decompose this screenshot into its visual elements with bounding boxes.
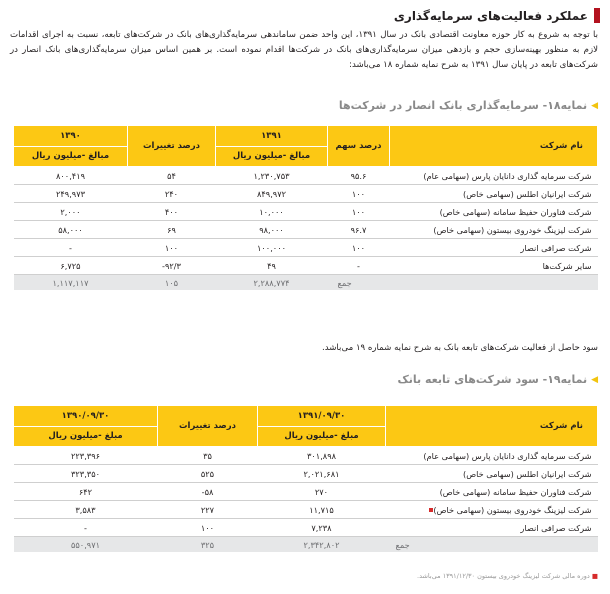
change-percent: ۴۰۰: [128, 203, 216, 221]
change-percent: ۵۸-: [158, 483, 258, 501]
amount-1391: ۱,۲۳۰,۷۵۳: [216, 167, 328, 185]
amount-1390: ۳,۵۸۳: [14, 501, 158, 519]
change-percent: ۹۲/۳-: [128, 257, 216, 275]
amount-1390: -: [14, 239, 128, 257]
table2-caption-text: نمایه۱۹- سود شرکت‌های تابعه بانک: [397, 373, 588, 386]
company-name: شرکت صرافی انصار: [390, 239, 598, 257]
change-percent: ۵۲۵: [158, 465, 258, 483]
total-change-percent: ۱۰۵: [128, 275, 216, 291]
total-label: جمع: [386, 537, 598, 553]
table1-caption-text: نمایه۱۸- سرمایه‌گذاری بانک انصار در شرکت‌ها: [338, 99, 588, 112]
table-row: [14, 501, 598, 519]
amount-1390: ۸۰۰,۴۱۹: [14, 167, 128, 185]
total-label: جمع: [328, 275, 598, 291]
amount-1390: ۶۴۲: [14, 483, 158, 501]
amount-1391: ۴۹: [216, 257, 328, 275]
table-row: [14, 185, 598, 203]
company-name: شرکت فناوران حفیظ سامانه (سهامی خاص): [390, 203, 598, 221]
total-row: [14, 537, 598, 553]
header-change-percent: درصد تغییرات: [128, 126, 216, 167]
amount-1391: ۱۰,۰۰۰: [216, 203, 328, 221]
amount-1391: ۱۱,۷۱۵: [258, 501, 386, 519]
share-percent: ۱۰۰: [328, 239, 390, 257]
company-name: شرکت سرمایه گذاری دانایان پارس (سهامی عام): [386, 447, 598, 465]
footnote-text: دوره مالی شرکت لیزینگ خودروی بیستون ۱۳۹۱/۱۲/۳۰ می‌باشد.: [417, 572, 590, 580]
total-amount-1391: ۲,۲۸۸,۷۷۴: [216, 275, 328, 291]
intro-paragraph: با توجه به شروع به کار حوزه معاونت اقتصادی بانک در سال ۱۳۹۱، این واحد ضمن ساماندهی سرمایه‌گذاری‌های بانک در شرکت‌های تابعه، نسبت به اجرای اقدامات لازم به منظور بهینه‌سازی حجم و بازدهی میزان سرمایه‌گذاری‌های بانک در شرکت‌ها اقدام نموده است. بر همین اساس میزان سرمایه‌گذاری‌های بانک انصار در شرکت‌های تابعه در پایان سال ۱۳۹۱ به شرح نمایه شماره ۱۸ می‌باشد:: [10, 30, 598, 70]
total-amount-1390: ۵۵۰,۹۷۱: [14, 537, 158, 553]
change-percent: ۵۴: [128, 167, 216, 185]
table-row: [14, 221, 598, 239]
company-name: شرکت ایرانیان اطلس (سهامی خاص): [390, 185, 598, 203]
header-year-1391: ۱۳۹۱: [216, 126, 328, 147]
company-name: شرکت ایرانیان اطلس (سهامی خاص): [386, 465, 598, 483]
change-percent: ۳۵: [158, 447, 258, 465]
header-share-percent: درصد سهم: [328, 126, 390, 167]
share-percent: ۹۶.۷: [328, 221, 390, 239]
header-change-percent: درصد تغییرات: [158, 406, 258, 447]
header-amount-1391: مبلغ -میلیون ریال: [258, 426, 386, 447]
caption-arrow-icon: ◀: [591, 374, 598, 385]
total-change-percent: ۳۲۵: [158, 537, 258, 553]
profit-paragraph: سود حاصل از فعالیت شرکت‌های تابعه بانک به شرح نمایه شماره ۱۹ می‌باشد.: [321, 343, 598, 353]
share-percent: ۱۰۰: [328, 203, 390, 221]
header-amount-1390: مبلغ -میلیون ریال: [14, 426, 158, 447]
change-percent: ۲۲۷: [158, 501, 258, 519]
total-row: [14, 275, 598, 291]
header-date-1390: ۱۳۹۰/۰۹/۳۰: [14, 406, 158, 427]
amount-1391: ۹۸,۰۰۰: [216, 221, 328, 239]
company-name: شرکت لیزینگ خودروی بیستون (سهامی خاص): [390, 221, 598, 239]
table2-caption: [397, 373, 598, 386]
company-name: شرکت سرمایه گذاری دانایان پارس (سهامی عام): [390, 167, 598, 185]
change-percent: ۱۰۰: [158, 519, 258, 537]
amount-1391: ۳۰۱,۸۹۸: [258, 447, 386, 465]
profit-table: [13, 405, 598, 552]
change-percent: ۲۴۰: [128, 185, 216, 203]
amount-1390: ۶,۷۲۵: [14, 257, 128, 275]
amount-1390: -: [14, 519, 158, 537]
table-row: [14, 203, 598, 221]
header-year-1390: ۱۳۹۰: [14, 126, 128, 147]
investment-table: [13, 125, 598, 290]
header-company: نام شرکت: [390, 126, 598, 167]
footnote: [417, 572, 598, 580]
table-row: [14, 167, 598, 185]
amount-1391: ۲۷۰: [258, 483, 386, 501]
footnote-marker-icon: ■: [591, 572, 598, 580]
company-name: شرکت فناوران حفیظ سامانه (سهامی خاص): [386, 483, 598, 501]
section-header: [394, 8, 600, 23]
header-company: نام شرکت: [386, 406, 598, 447]
amount-1390: ۲۲۳,۳۹۶: [14, 447, 158, 465]
header-date-1391: ۱۳۹۱/۰۹/۳۰: [258, 406, 386, 427]
header-amount-1391: مبالغ -میلیون ریال: [216, 146, 328, 167]
section-title: عملکرد فعالیت‌های سرمایه‌گذاری: [393, 8, 588, 23]
total-amount-1390: ۱,۱۱۷,۱۱۷: [14, 275, 128, 291]
table-row: [14, 257, 598, 275]
header-amount-1390: مبالغ -میلیون ریال: [14, 146, 128, 167]
share-percent: -: [328, 257, 390, 275]
table-row: [14, 447, 598, 465]
table-row: [14, 519, 598, 537]
share-percent: ۱۰۰: [328, 185, 390, 203]
caption-arrow-icon: ◀: [591, 100, 598, 111]
company-name: [386, 501, 598, 519]
amount-1390: ۳۲۳,۳۵۰: [14, 465, 158, 483]
amount-1390: ۲,۰۰۰: [14, 203, 128, 221]
amount-1391: ۸۴۹,۹۷۲: [216, 185, 328, 203]
total-amount-1391: ۲,۳۴۲,۸۰۲: [258, 537, 386, 553]
amount-1391: ۲,۰۲۱,۶۸۱: [258, 465, 386, 483]
table-row: [14, 465, 598, 483]
section-marker: [594, 8, 600, 23]
amount-1390: ۲۴۹,۹۷۳: [14, 185, 128, 203]
amount-1391: ۱۰۰,۰۰۰: [216, 239, 328, 257]
company-name-text: شرکت لیزینگ خودروی بیستون (سهامی خاص): [433, 504, 592, 515]
amount-1391: ۷,۲۳۸: [258, 519, 386, 537]
table1-caption: [339, 99, 598, 112]
table-row: [14, 239, 598, 257]
change-percent: ۶۹: [128, 221, 216, 239]
amount-1390: ۵۸,۰۰۰: [14, 221, 128, 239]
company-name: شرکت صرافی انصار: [386, 519, 598, 537]
table-row: [14, 483, 598, 501]
change-percent: ۱۰۰: [128, 239, 216, 257]
share-percent: ۹۵.۶: [328, 167, 390, 185]
company-name: سایر شرکت‌ها: [390, 257, 598, 275]
